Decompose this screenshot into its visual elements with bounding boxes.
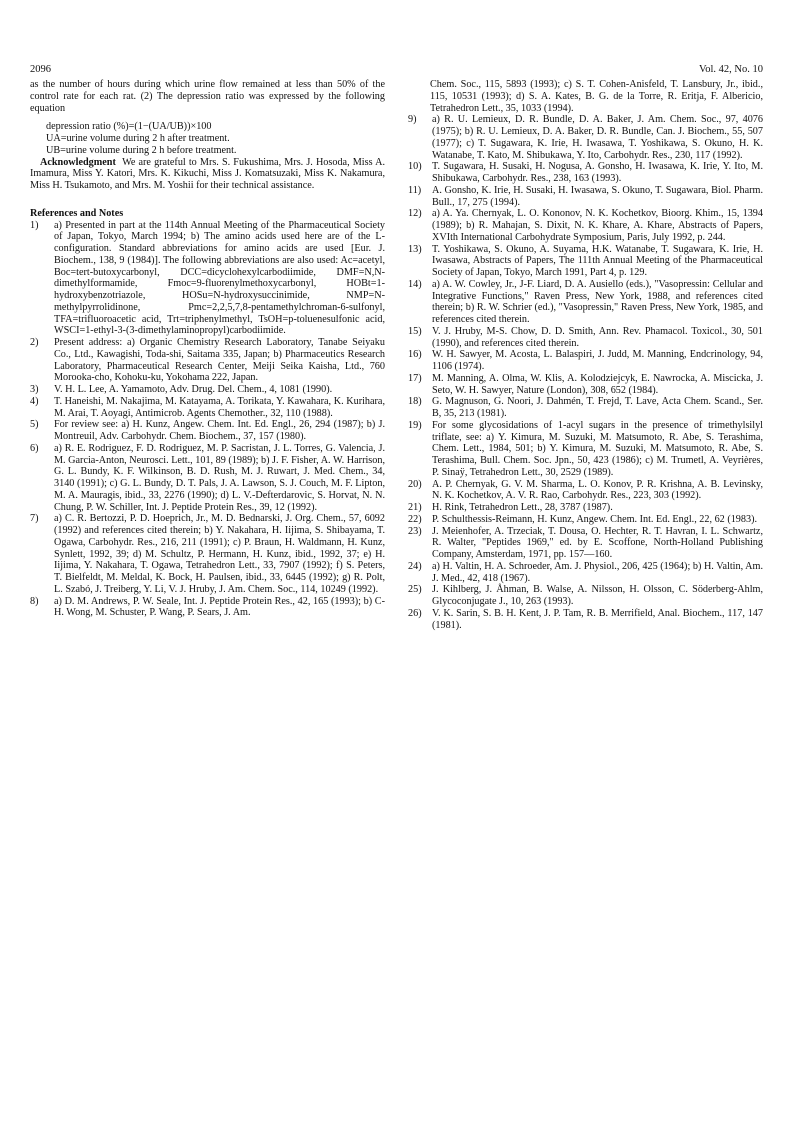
reference-item xyxy=(408,608,763,632)
intro-paragraph: as the number of hours during which urine flow remained at less than 50% of the control rate for each rat. (2) The depression ratio was expressed by the following equation xyxy=(30,79,385,114)
reference-item xyxy=(30,220,385,338)
reference-item xyxy=(30,337,385,384)
reference-number: 9) xyxy=(408,114,417,126)
reference-number: 10) xyxy=(408,161,422,173)
reference-text: H. Rink, Tetrahedron Lett., 28, 3787 (1987). xyxy=(432,502,613,513)
reference-number: 21) xyxy=(408,502,422,513)
reference-number: 11) xyxy=(408,184,422,196)
reference-number: 18) xyxy=(408,396,422,408)
reference-item xyxy=(408,208,763,243)
reference-number: 5) xyxy=(30,419,39,431)
reference-item xyxy=(408,114,763,161)
reference-text: Present address: a) Organic Chemistry Research Laboratory, Tanabe Seiyaku Co., Ltd., Kawagishi, Toda-shi, Saitama 335, Japan; b) Pharmaceutics Research Laboratory, Pharmaceutical Research Center, Meiji Seika Kaisha, Ltd., 760 Morooka-cho, Kohoku-ku, Yokohama 222, Japan. xyxy=(54,337,385,384)
reference-number: 13) xyxy=(408,243,422,255)
reference-item xyxy=(408,420,763,479)
page-number: 2096 xyxy=(30,64,51,75)
reference-number: 19) xyxy=(408,419,422,431)
right-column xyxy=(408,79,763,631)
acknowledgment xyxy=(30,157,385,192)
reference-item xyxy=(30,513,385,595)
acknowledgment-heading: Acknowledgment xyxy=(40,156,116,168)
reference-text: G. Magnuson, G. Noori, J. Dahmén, T. Frejd, T. Lave, Acta Chem. Scand., Ser. B, 35, 213 (1981). xyxy=(432,396,763,419)
references-list-left xyxy=(30,220,385,620)
reference-item xyxy=(408,373,763,397)
reference-continuation: Chem. Soc., 115, 5893 (1993); c) S. T. Cohen-Anisfeld, T. Lansbury, Jr., ibid., 115, 10531 (1993); d) S. A. Kates, B. G. de la Torre, R. Eritja, F. Albericio, Tetrahedron Lett., 35, 1033 (1994). xyxy=(430,79,763,114)
reference-text: T. Sugawara, H. Susaki, H. Nogusa, A. Gonsho, H. Iwasawa, K. Irie, Y. Ito, M. Shibukawa, Carbohydr. Res., 238, 163 (1993). xyxy=(432,161,763,184)
reference-number: 15) xyxy=(408,325,422,337)
reference-number: 23) xyxy=(408,525,422,537)
reference-text: P. Schulthessis-Reimann, H. Kunz, Angew. Chem. Int. Ed. Engl., 22, 62 (1983). xyxy=(432,513,758,525)
reference-item xyxy=(408,526,763,561)
reference-text: a) H. Valtin, H. A. Schroeder, Am. J. Physiol., 206, 425 (1964); b) H. Valtin, Am. J. Med., 42, 418 (1967). xyxy=(432,560,763,584)
reference-item xyxy=(408,161,763,185)
reference-text: a) D. M. Andrews, P. W. Seale, Int. J. Peptide Protein Res., 42, 165 (1993); b) C-H. Wong, M. Schuster, P. Wang, P. Sears, J. Am. xyxy=(54,595,385,619)
reference-text: T. Haneishi, M. Nakajima, M. Katayama, A. Torikata, Y. Kawahara, K. Kurihara, M. Arai, T. Aoyagi, Antimicrob. Agents Chemother., 32, 110 (1988). xyxy=(54,395,385,419)
reference-text: A. P. Chernyak, G. V. M. Sharma, L. O. Konov, P. R. Krishna, A. B. Levinsky, N. K. Kochetkov, A. V. R. Rao, Carbohydr. Res., 223, 303 (1992). xyxy=(432,478,763,502)
reference-text: V. J. Hruby, M-S. Chow, D. D. Smith, Ann. Rev. Phamacol. Toxicol., 30, 501 (1990), and references cited therein. xyxy=(432,325,763,349)
reference-text: a) C. R. Bertozzi, P. D. Hoeprich, Jr., M. D. Bednarski, J. Org. Chem., 57, 6092 (1992) and references cited therein; b) Y. Nakahara, H. Iijima, S. Shibayama, T. Ogawa, Carbohydr. Res., 216, 211 (1991); c) P. Braun, H. Waldmann, H. Kunz, Synlett, 1992, 39; d) M. Schultz, P. Hermann, H. Kunz, ibid., 1992, 37; e) H. Iijima, Y. Nakahara, T. Ogawa, Tetrahedron Lett., 33, 7907 (1992); f) S. Peters, T. Bielfeldt, M. Meldal, K. Bock, H. Paulsen, ibid., 33, 6445 (1992); g) R. Polt, L. Szabó, J. Treiberg, Y. Li, V. J. Hruby, J. Am. Chem. Soc., 114, 10249 (1992). xyxy=(54,513,385,595)
reference-item xyxy=(30,384,385,396)
reference-item xyxy=(408,514,763,526)
reference-text: J. Meienhofer, A. Trzeciak, T. Dousa, O. Hechter, R. T. Havran, I. L. Schwartz, R. Walter, "Peptides 1969," ed. by E. Scoffone, North-Holland Publishing Company, Amsterdam, 1971, pp. 157—160. xyxy=(432,525,763,560)
reference-text: V. K. Sarin, S. B. H. Kent, J. P. Tam, R. B. Merrifield, Anal. Biochem., 117, 147 (1981). xyxy=(432,607,763,631)
reference-number: 1) xyxy=(30,219,39,231)
reference-number: 14) xyxy=(408,278,422,290)
reference-number: 22) xyxy=(408,513,422,525)
reference-number: 12) xyxy=(408,208,422,220)
reference-item xyxy=(408,502,763,514)
reference-text: V. H. L. Lee, A. Yamamoto, Adv. Drug. Del. Chem., 4, 1081 (1990). xyxy=(54,384,333,395)
reference-text: For review see: a) H. Kunz, Angew. Chem. Int. Ed. Engl., 26, 294 (1987); b) J. Montreuil, Adv. Carbohydr. Chem. Biochem., 37, 157 (1980). xyxy=(54,419,385,442)
reference-item xyxy=(408,584,763,608)
reference-item xyxy=(408,279,763,326)
references-heading: References and Notes xyxy=(30,207,124,219)
equation-definition-ua: UA=urine volume during 2 h after treatment. xyxy=(46,133,230,144)
reference-text: A. Gonsho, K. Irie, H. Susaki, H. Iwasawa, S. Okuno, T. Sugawara, Biol. Pharm. Bull., 17, 275 (1994). xyxy=(432,184,763,208)
reference-text: For some glycosidations of 1-acyl sugars in the presence of trimethylsilyl triflate, see: a) Y. Kimura, M. Suzuki, M. Matsumoto, R. Abe, S. Terashima, Chem. Lett., 1984, 501; b) Y. Kimura, M. Suzuki, M. Matsumoto, R. Abe, S. Terashima, Bull. Chem. Soc. Jpn., 50, 423 (1986); c) M. Trumetl, A. Veyrières, P. Sinaÿ, Tetrahedron Lett., 30, 2529 (1989). xyxy=(432,419,763,478)
reference-number: 17) xyxy=(408,372,422,384)
reference-number: 8) xyxy=(30,595,39,607)
reference-text: a) R. U. Lemieux, D. R. Bundle, D. A. Baker, J. Am. Chem. Soc., 97, 4076 (1975); b) R. U. Lemieux, D. A. Baker, D. R. Bundle, Can. J. Biochem., 55, 507 (1977); c) T. Sugawara, K. Irie, H. Iwasawa, T. Yoshikawa, S. Okuno, H. K. Watanabe, T. Kato, M. Shibukawa, Y. Ito, Carbohydr. Res., 230, 117 (1992). xyxy=(432,114,763,161)
reference-item xyxy=(30,396,385,420)
reference-text: a) R. E. Rodriguez, F. D. Rodriguez, M. P. Sacristan, J. L. Torres, G. Valencia, J. M. Garcia-Anton, Neurosci. Lett., 101, 89 (1989); b) J. F. Fisher, A. W. Harrison, G. L. Bundy, K. F. Wilkinson, B. D. Rush, M. J. Ruwart, J. Med. Chem., 34, 3140 (1991); c) G. L. Bundy, D. T. Pals, J. A. Lawson, S. J. Couch, M. F. Lipton, M. A. Mauragis, ibid., 33, 2276 (1990); d) L. V.-Defterdarovic, S. Horvat, N. N. Chung, P. W. Schiller, Int. J. Peptide Protein Res., 39, 12 (1992). xyxy=(54,442,385,513)
left-column xyxy=(30,79,385,619)
reference-number: 7) xyxy=(30,513,39,525)
reference-text: T. Yoshikawa, S. Okuno, A. Suyama, H.K. Watanabe, T. Sugawara, K. Irie, H. Iwasawa, Abstracts of Papers, The 111th Annual Meeting of the Pharmaceutical Society of Japan, Tokyo, March 1991, Part 4, p. 129. xyxy=(432,243,763,278)
volume-issue: Vol. 42, No. 10 xyxy=(699,64,763,75)
acknowledgment-text: We are grateful to Mrs. S. Fukushima, Mrs. J. Hosoda, Miss A. Imamura, Miss Y. Katori, Mrs. K. Kikuchi, Miss J. Komatsuzaki, Miss K. Nakamura, Miss H. Tsukamoto, and Mrs. M. Yoshii for their technical assistance. xyxy=(30,156,385,191)
reference-text: M. Manning, A. Olma, W. Klis, A. Kolodziejcyk, E. Nawrocka, A. Miscicka, J. Seto, W. H. Sawyer, Nature (London), 308, 652 (1984). xyxy=(432,372,763,396)
reference-item xyxy=(30,596,385,620)
reference-number: 2) xyxy=(30,337,39,348)
reference-item xyxy=(408,479,763,503)
reference-item xyxy=(408,561,763,585)
reference-number: 16) xyxy=(408,349,422,361)
reference-number: 6) xyxy=(30,442,39,454)
equation-block xyxy=(46,121,385,156)
references-list-right xyxy=(408,114,763,631)
reference-number: 3) xyxy=(30,384,39,395)
reference-text: a) A. Ya. Chernyak, L. O. Kononov, N. K. Kochetkov, Bioorg. Khim., 15, 1394 (1989); b) R. Mahajan, S. Dixit, N. K. Khare, A. Khare, Abstracts of Papers, XVIth International Carbohydrate Symposium, Paris, July 1992, p. 244. xyxy=(432,208,763,243)
reference-number: 26) xyxy=(408,607,422,619)
reference-item xyxy=(408,349,763,373)
reference-item xyxy=(408,244,763,279)
equation-definition-ub: UB=urine volume during 2 h before treatment. xyxy=(46,144,237,156)
page-header xyxy=(30,64,763,78)
reference-text: W. H. Sawyer, M. Acosta, L. Balaspiri, J. Judd, M. Manning, Endcrinology, 94, 1106 (1974). xyxy=(432,349,763,372)
reference-text: J. Kihlberg, J. Åhman, B. Walse, A. Nilsson, H. Olsson, C. Söderberg-Ahlm, Glycoconjugate J., 10, 263 (1993). xyxy=(432,584,763,607)
reference-item xyxy=(408,396,763,420)
reference-text: a) Presented in part at the 114th Annual Meeting of the Pharmaceutical Society of Japan, Tokyo, March 1994; b) The amino acids used here are of the L-configuration. Standard abbreviations for amino acids are used [Eur. J. Biochem., 138, 9 (1984)]. The following abbreviations are also used: Ac=acetyl, Boc=tert-butoxycarbonyl, DCC=dicyclohexylcarbodiimide, DMF=N,N-dimethylformamide, Fmoc=9-fluorenylmethoxycarbonyl, HOBt=1-hydroxybenzotriazole, HOSu=N-hydroxysuccinimide, NMP=N-methylpyrrolidinone, Pmc=2,2,5,7,8-pentamethylchroman-6-sulfonyl, TFA=trifluoroacetic acid, Trt=triphenylmethyl, TsOH=p-toluenesulfonic acid, WSCI=1-ethyl-3-(3-dimethylaminopropyl)carbodiimide. xyxy=(54,219,385,337)
reference-text: a) A. W. Cowley, Jr., J-F. Liard, D. A. Ausiello (eds.), "Vasopressin: Cellular and Integrative Functions," Raven Press, New York, 1988, and references cited therein; b) R. W. Schrier (ed.), "Vasopressin," Raven Press, New York, 1985, and references cited therein. xyxy=(432,278,763,325)
reference-number: 25) xyxy=(408,584,422,596)
reference-item xyxy=(30,419,385,443)
reference-item xyxy=(30,443,385,514)
reference-number: 20) xyxy=(408,478,422,490)
reference-number: 24) xyxy=(408,560,422,572)
reference-number: 4) xyxy=(30,395,39,407)
equation-line: depression ratio (%)=(1−(UA/UB))×100 xyxy=(46,121,212,133)
reference-item xyxy=(408,326,763,350)
reference-item xyxy=(408,185,763,209)
